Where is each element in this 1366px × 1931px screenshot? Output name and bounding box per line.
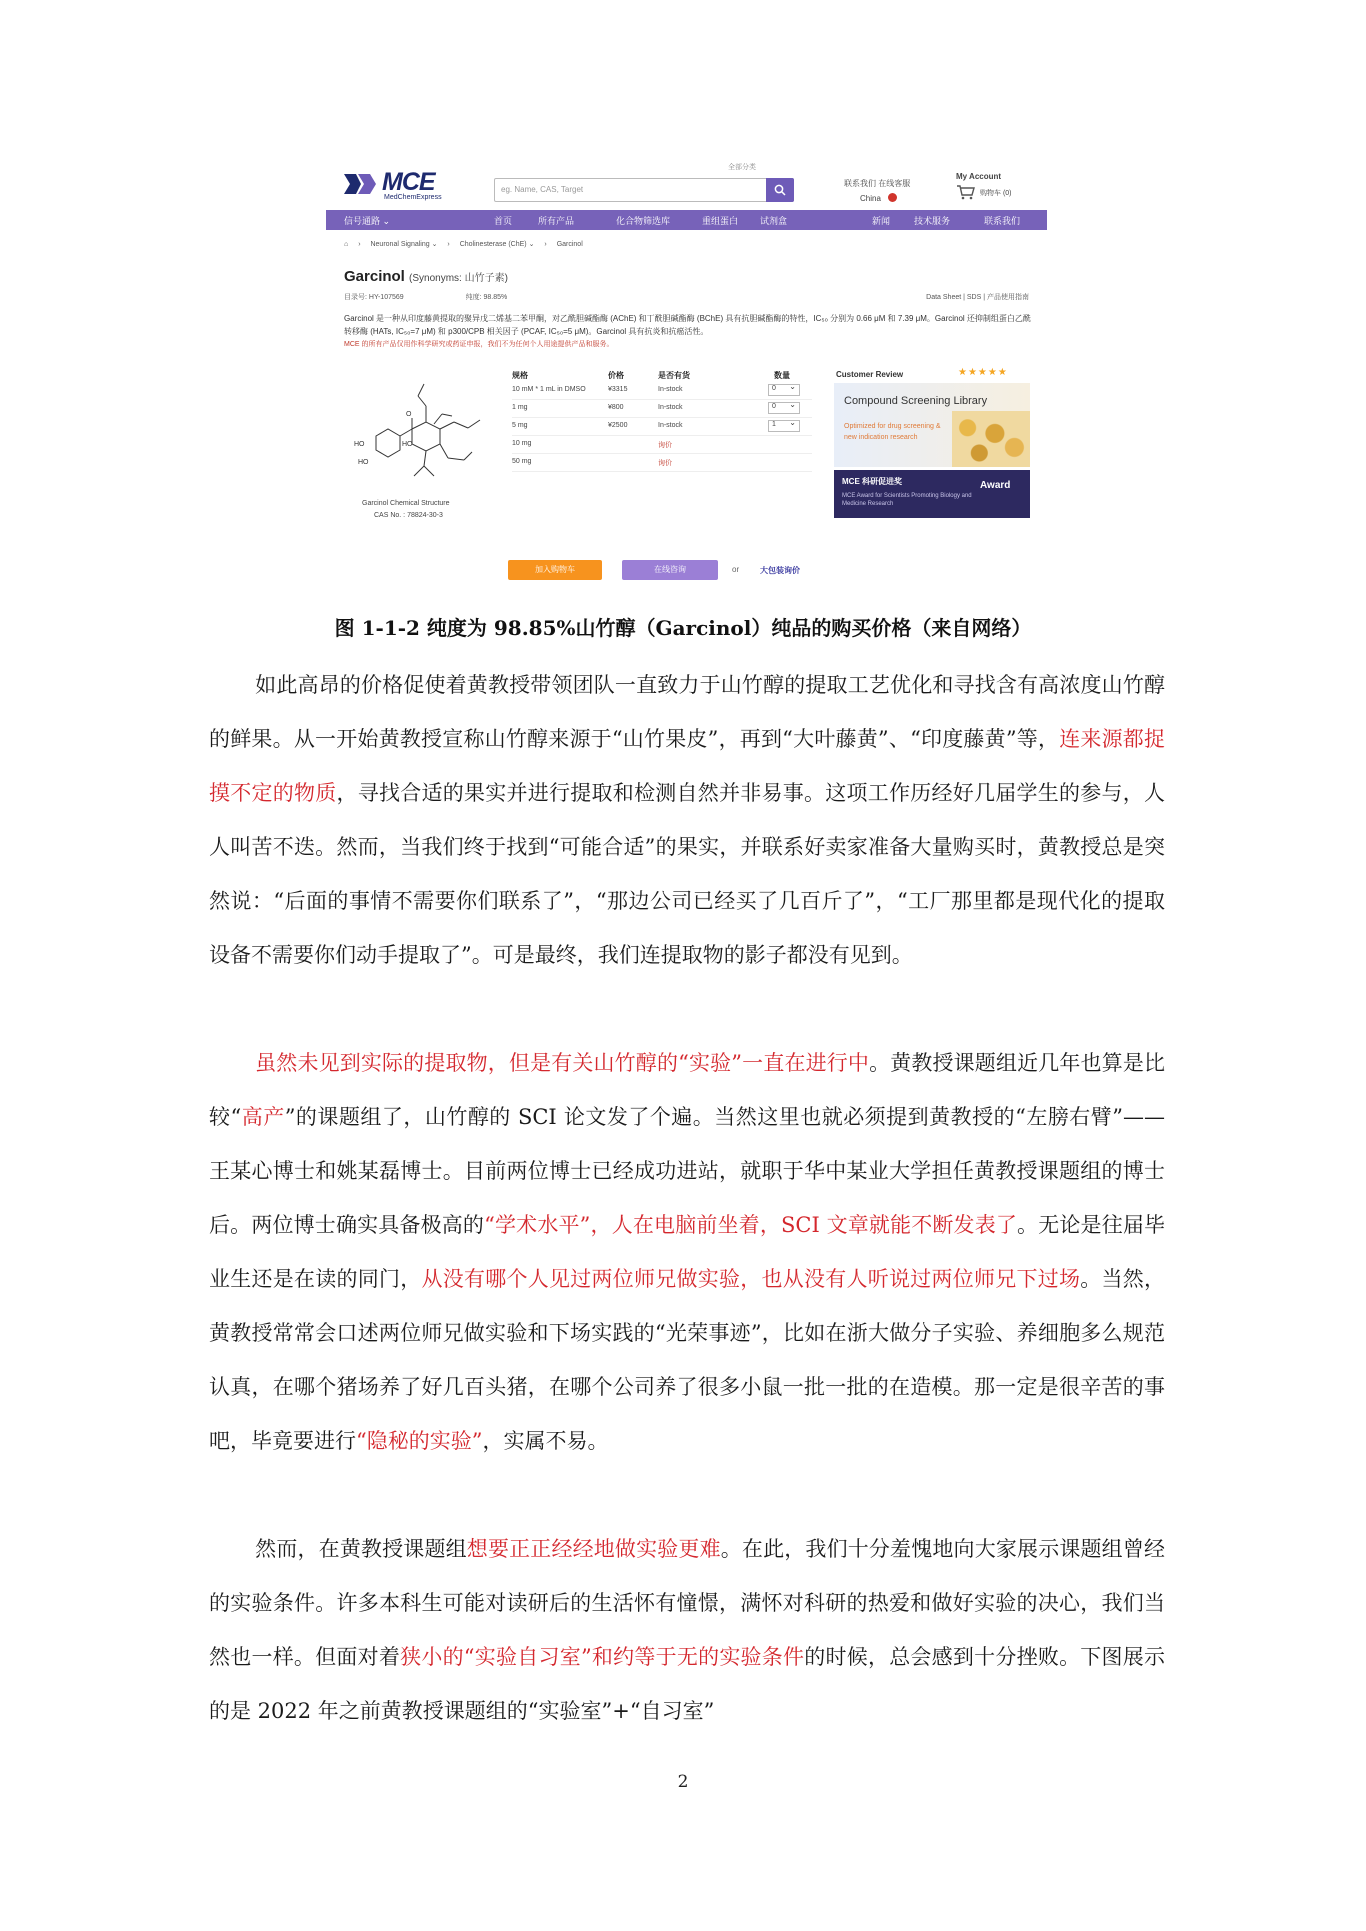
nav-item-products[interactable]: 所有产品 <box>538 216 575 226</box>
breadcrumb-separator: › <box>358 241 361 248</box>
product-page-screenshot <box>326 158 1047 588</box>
highlighted-text: 虽然未见到实际的提取物，但是有关山竹醇的“实验”一直在进行中 <box>255 1051 870 1075</box>
mce-logo <box>344 168 474 204</box>
inquire-link[interactable]: 询价 <box>658 460 672 467</box>
cas-number: CAS No. : 78824-30-3 <box>374 512 443 519</box>
col-header-stock: 是否有货 <box>658 371 690 380</box>
purity: 纯度: 98.85% <box>465 294 508 301</box>
highlighted-text: “学术水平”，人在电脑前坐着，SCI 文章就能不断发表了 <box>484 1213 1018 1237</box>
product-meta <box>344 292 507 302</box>
product-title <box>344 268 508 285</box>
body-text: ，寻找合适的果实并进行提取和检测自然并非易事。这项工作历经好几届学生的参与，人人叫苦不迭。然而，当我们终于找到“可能合适”的果实，并联系好卖家准备大量购买时，黄教授总是突然说：“后面的事情不需要你们联系了”，“那边公司已经买了几百斤了”，“工厂那里都是现代化的提取设备不需要你们动手提取了”。可是最终，我们连提取物的影子都没有见到。 <box>209 781 1165 967</box>
rating-stars: ★★★★★ <box>958 367 1008 378</box>
paragraph-2 <box>209 1036 1165 1468</box>
quantity-select[interactable]: 0 ⌄ <box>768 384 800 396</box>
price-cell: ¥3315 <box>608 386 628 393</box>
spec-cell: 10 mM * 1 mL in DMSO <box>512 386 586 393</box>
col-header-spec: 规格 <box>512 371 528 380</box>
nav-item-pathways[interactable]: 信号通路 ⌄ <box>344 216 391 226</box>
breadcrumb-current: Garcinol <box>556 241 583 248</box>
stock-cell: In-stock <box>658 386 683 393</box>
breadcrumb-separator: › <box>544 241 547 248</box>
china-flag-icon <box>888 193 897 202</box>
logo-text: MCE <box>382 168 435 196</box>
table-row <box>512 418 812 436</box>
svg-text:HO: HO <box>402 441 413 448</box>
body-text: 如此高昂的价格促使着黄教授带领团队一直致力于山竹醇的提取工艺优化和寻找含有高浓度山竹醇的鲜果。从一开始黄教授宣称山竹醇来源于“山竹果皮”，再到“大叶藤黄”、“印度藤黄”等， <box>209 673 1165 751</box>
catalog-number: 目录号: HY-107569 <box>344 294 404 301</box>
nav-item-libraries[interactable]: 化合物筛选库 <box>616 216 671 226</box>
breadcrumb-che[interactable]: Cholinesterase (ChE) ⌄ <box>459 241 535 248</box>
banner-subtitle: Optimized for drug screening & new indication research <box>844 423 941 441</box>
body-text: ”的课题组了，山竹醇的 SCI 论文发了个遍。当然这里也就必须提到黄教授的“左膀右臂”——王某心博士和姚某磊博士。目前两位博士已经成功进站，就职于华中某业大学担任黄教授课题组的博士后。两位博士确实具备极高的 <box>209 1105 1165 1237</box>
nav-item-contact[interactable]: 联系我们 <box>984 216 1021 226</box>
nav-item-services[interactable]: 技术服务 <box>914 216 951 226</box>
figure-caption: 图 1-1-2 纯度为 98.85%山竹醇（Garcinol）纯品的购买价格（来自网络） <box>334 616 1032 640</box>
inquire-link[interactable]: 询价 <box>658 442 672 449</box>
spec-cell: 1 mg <box>512 404 528 411</box>
nav-item-proteins[interactable]: 重组蛋白 <box>702 216 739 226</box>
cart-count[interactable]: 购物车 (0) <box>980 190 1012 197</box>
body-text: 。黄教授课题组近几年也算是比较“ <box>209 1051 1165 1129</box>
online-consult-button[interactable]: 在线咨询 <box>622 560 718 580</box>
body-text: 然而，在黄教授课题组 <box>255 1537 467 1561</box>
table-row <box>512 400 812 418</box>
research-use-notice: MCE 的所有产品仅用作科学研究或药证申报，我们不为任何个人用途提供产品和服务。 <box>344 341 614 348</box>
table-row <box>512 436 812 454</box>
customer-review-title: Customer Review <box>836 370 904 379</box>
site-header <box>326 158 1047 210</box>
honeycomb-image <box>952 411 1030 467</box>
body-text: 的时候，总会感到十分挫败。下图展示的是 2022 年之前黄教授课题组的“实验室”+“自习室” <box>209 1645 1166 1723</box>
add-to-cart-button[interactable]: 加入购物车 <box>508 560 602 580</box>
price-cell: ¥2500 <box>608 422 628 429</box>
product-synonyms: (Synonyms: 山竹子素) <box>409 273 508 284</box>
highlighted-text: 连来源都捉摸不定的物质 <box>209 727 1166 805</box>
paragraph-1 <box>209 658 1165 982</box>
home-icon[interactable]: ⌂ <box>344 241 349 248</box>
contact-link[interactable]: 联系我们 在线客服 <box>844 179 911 188</box>
table-row <box>512 454 812 472</box>
logo-subtitle: MedChemExpress <box>384 194 442 201</box>
award-label: Award <box>980 480 1011 491</box>
search-button[interactable] <box>766 178 794 202</box>
document-links[interactable]: Data Sheet | SDS | 产品使用指南 <box>926 294 1029 301</box>
stock-cell: In-stock <box>658 404 683 411</box>
svg-text:O: O <box>406 411 412 418</box>
nav-item-home[interactable]: 首页 <box>494 216 513 226</box>
col-header-price: 价格 <box>608 371 624 380</box>
breadcrumb-separator: › <box>447 241 450 248</box>
chemical-structure-image <box>348 358 488 478</box>
quantity-select[interactable]: 0 ⌄ <box>768 402 800 414</box>
screening-library-banner[interactable] <box>834 383 1030 467</box>
highlighted-text: 从没有哪个人见过两位师兄做实验，也从没有人听说过两位师兄下过场 <box>421 1267 1081 1291</box>
main-nav <box>326 210 1047 230</box>
col-header-qty: 数量 <box>774 371 790 380</box>
page-number: 2 <box>677 1772 689 1792</box>
price-cell: ¥800 <box>608 404 624 411</box>
body-text: 。无论是往届毕业生还是在读的同门， <box>209 1213 1166 1291</box>
svg-text:HO: HO <box>358 459 369 466</box>
breadcrumb <box>344 240 591 252</box>
cart-icon[interactable] <box>956 184 976 200</box>
top-category: 全部分类 <box>728 164 756 171</box>
nav-item-kits[interactable]: 试剂盒 <box>760 216 788 226</box>
paragraph-3 <box>209 1522 1165 1738</box>
product-description: Garcinol 是一种从印度藤黄提取的聚异戊二烯基二苯甲酮，对乙酰胆碱酯酶 (AChE) 和丁酰胆碱酯酶 (BChE) 具有抗胆碱酯酶的特性，IC₅₀ 分别为 0.66 μM 和 7.39 μM。Garcinol 还抑制组蛋白乙酰转移酶 (HATs, IC₅₀=7 μM) 和 p300/CPB 相关因子 (PCAF, IC₅₀=5 μM)。Garcinol 具有抗炎和抗癌活性。 <box>344 314 1031 336</box>
breadcrumb-neuronal[interactable]: Neuronal Signaling ⌄ <box>370 241 438 248</box>
highlighted-text: 狭小的“实验自习室”和约等于无的实验条件 <box>400 1645 805 1669</box>
highlighted-text: 高产 <box>241 1105 285 1129</box>
highlighted-text: “隐秘的实验” <box>356 1429 483 1453</box>
highlighted-text: 想要正正经经地做实验更难 <box>466 1537 721 1561</box>
banner-title: Compound Screening Library <box>844 395 988 407</box>
stock-cell: In-stock <box>658 422 683 429</box>
search-icon <box>774 184 786 196</box>
spec-cell: 50 mg <box>512 458 532 465</box>
my-account-link[interactable]: My Account <box>956 172 1002 181</box>
mce-logo-icon <box>344 170 378 198</box>
award-banner[interactable] <box>834 470 1030 518</box>
region-selector[interactable]: China <box>860 194 881 203</box>
svg-text:HO: HO <box>354 441 365 448</box>
search-placeholder: eg. Name, CAS, Target <box>501 185 584 194</box>
product-name: Garcinol <box>344 268 405 285</box>
table-row <box>512 382 812 400</box>
quantity-select[interactable]: 1 ⌄ <box>768 420 800 432</box>
structure-caption: Garcinol Chemical Structure <box>362 500 450 507</box>
award-banner-subtitle: MCE Award for Scientists Promoting Biology and Medicine Research <box>842 493 972 507</box>
nav-item-news[interactable]: 新闻 <box>872 216 891 226</box>
spec-cell: 5 mg <box>512 422 528 429</box>
award-banner-title: MCE 科研促进奖 <box>842 477 902 486</box>
body-text: 。当然，黄教授常常会口述两位师兄做实验和下场实践的“光荣事迹”，比如在浙大做分子实验、养细胞多么规范认真，在哪个猪场养了好几百头猪，在哪个公司养了很多小鼠一批一批的在造模。那一定是很辛苦的事吧，毕竟要进行 <box>209 1267 1165 1453</box>
bulk-inquiry-link[interactable]: 大包装询价 <box>760 566 800 575</box>
or-label: or <box>732 565 740 574</box>
spec-cell: 10 mg <box>512 440 532 447</box>
body-text: 。在此，我们十分羞愧地向大家展示课题组曾经的实验条件。许多本科生可能对读研后的生活怀有憧憬，满怀对科研的热爱和做好实验的决心，我们当然也一样。但面对着 <box>209 1537 1166 1669</box>
body-text: ，实属不易。 <box>482 1429 609 1453</box>
search-input[interactable] <box>494 178 794 202</box>
